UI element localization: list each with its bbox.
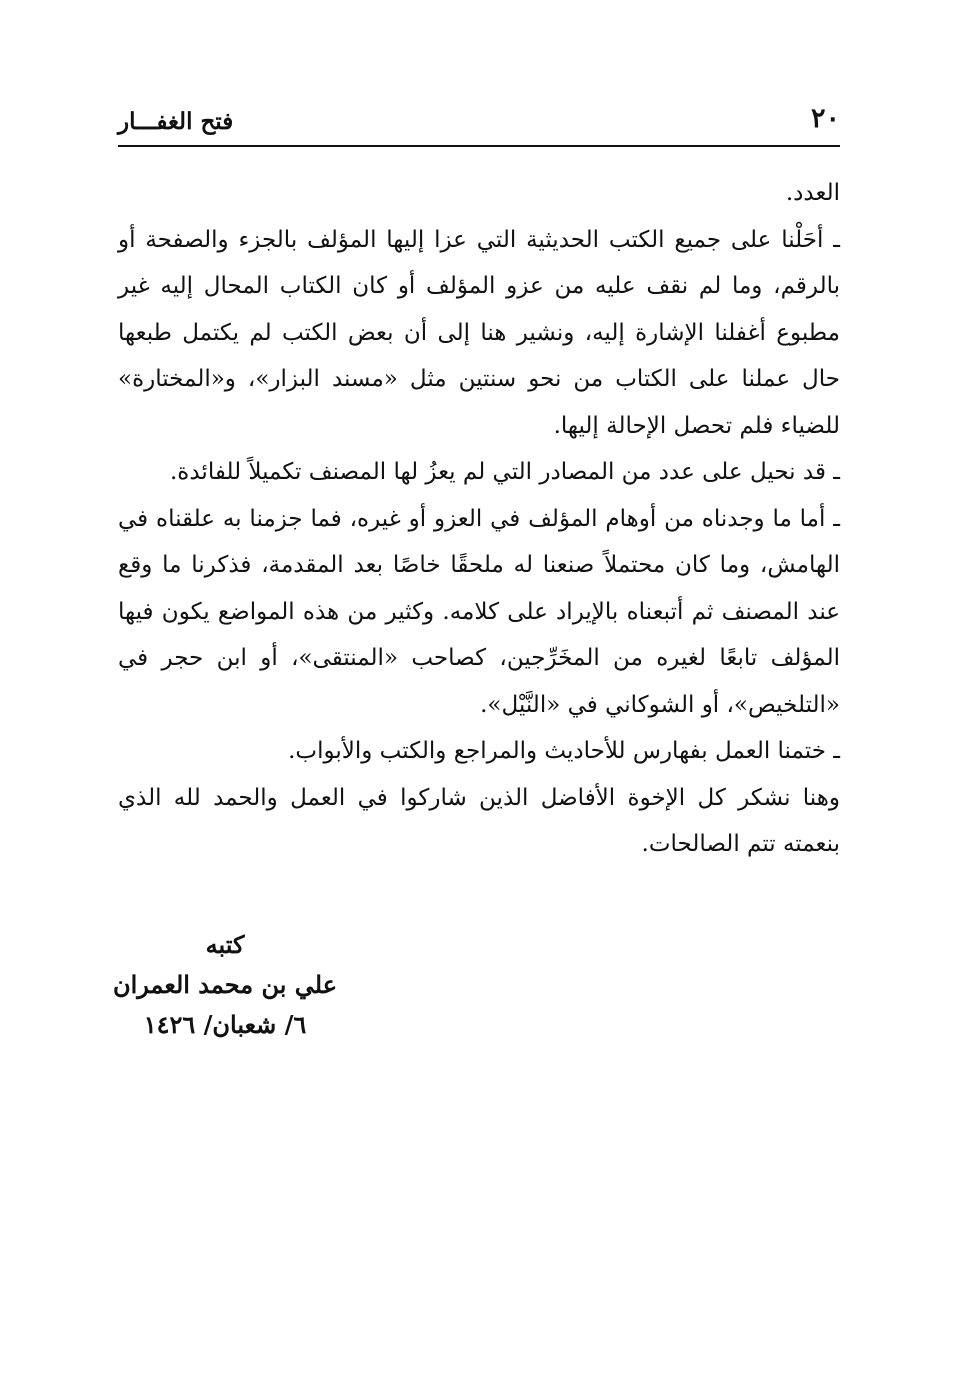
signature-date: ٦/ شعبان/ ١٤٢٦ <box>143 1010 307 1039</box>
page-header <box>118 98 840 146</box>
paragraph-continuation: العدد. <box>785 180 840 206</box>
running-title: فتح الغفـــار <box>118 108 234 135</box>
page-number: ٢٠ <box>810 103 840 134</box>
paragraph-author-errors: ـ أما ما وجدناه من أوهام المؤلف في العزو أو غيره، فما جزمنا به علقناه في الهامش، وما كان محتملاً صنعنا له ملحقًا خاصًا بعد المقدمة، فذكرنا ما وقع عند المصنف ثم أتبعناه بالإيراد على كلامه. وكثير من هذه المواضع يكون فيها المؤلف تابعًا لغيره من المخَرِّجين، كصاحب «المنتقى»، أو ابن حجر في «التلخيص»، أو الشوكاني في «النَّيْل». <box>118 505 840 718</box>
body-text <box>118 170 840 868</box>
signature-block <box>100 925 350 1045</box>
paragraph-acknowledgement: وهنا نشكر كل الإخوة الأفاضل الذين شاركوا في العمل والحمد لله الذي بنعمته تتم الصالحات. <box>118 784 840 857</box>
signature-wrote-it: كتبه <box>205 930 245 959</box>
header-rule <box>118 145 840 147</box>
paragraph-additional-sources: ـ قد نحيل على عدد من المصادر التي لم يعزُ لها المصنف تكميلاً للفائدة. <box>169 459 840 485</box>
paragraph-referencing: ـ أحَلْنا على جميع الكتب الحديثية التي عزا إليها المؤلف بالجزء والصفحة أو بالرقم، وما لم نقف عليه من عزو المؤلف أو كان الكتاب المحال إليه غير مطبوع أغفلنا الإشارة إليه، ونشير هنا إلى أن بعض الكتب لم يكتمل طبعها حال عملنا على الكتاب من نحو سنتين مثل «مسند البزار»، و«المختارة» للضياء فلم تحصل الإحالة إليها. <box>118 226 840 439</box>
signature-author: علي بن محمد العمران <box>112 970 338 999</box>
paragraph-indexes: ـ ختمنا العمل بفهارس للأحاديث والمراجع والكتب والأبواب. <box>288 738 840 764</box>
